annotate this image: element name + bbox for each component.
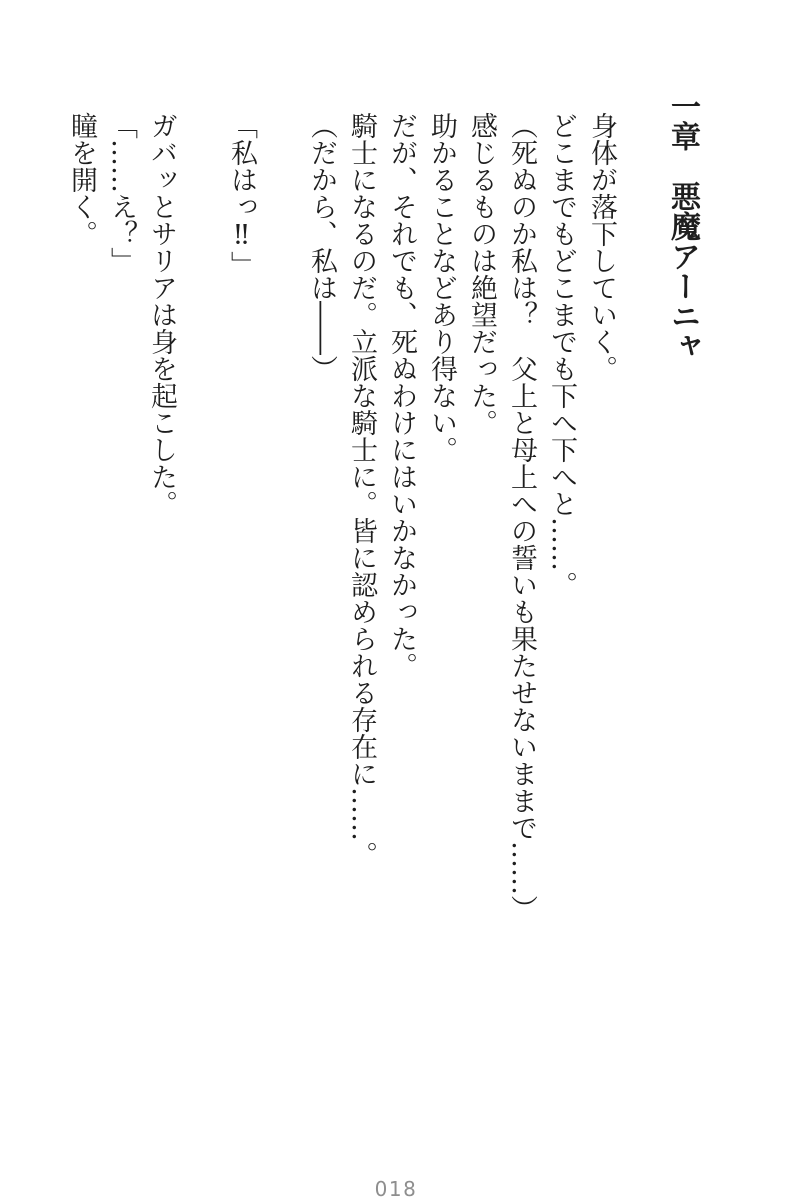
- body-text: [61, 112, 621, 1117]
- paragraph-1: 身体が落下していく。: [586, 112, 617, 382]
- paragraph-3: （死ぬのか私は？ 父上と母上への誓いも果たせないままで……）: [506, 112, 537, 922]
- paragraph-4: 感じるものは絶望だった。: [466, 112, 497, 436]
- paragraph-11-dialogue: 「……え？」: [106, 112, 137, 274]
- paragraph-7: 騎士になるのだ。立派な騎士に。皆に認められる存在に……。: [346, 112, 377, 868]
- paragraph-9-dialogue: 「私はっ‼」: [226, 112, 257, 278]
- chapter-title: 一章 悪魔アーニャ: [665, 91, 700, 361]
- paragraph-2: どこまでもどこまでも下へ下へと……。: [546, 112, 577, 598]
- paragraph-8: （だから、私は――）: [306, 112, 337, 382]
- paragraph-10: ガバッとサリアは身を起こした。: [146, 112, 177, 517]
- page-number: 018: [374, 1177, 418, 1200]
- paragraph-12: 瞳を開く。: [66, 112, 97, 247]
- paragraph-6: だが、それでも、死ぬわけにはいかなかった。: [386, 112, 417, 679]
- paragraph-5: 助かることなどあり得ない。: [426, 112, 457, 463]
